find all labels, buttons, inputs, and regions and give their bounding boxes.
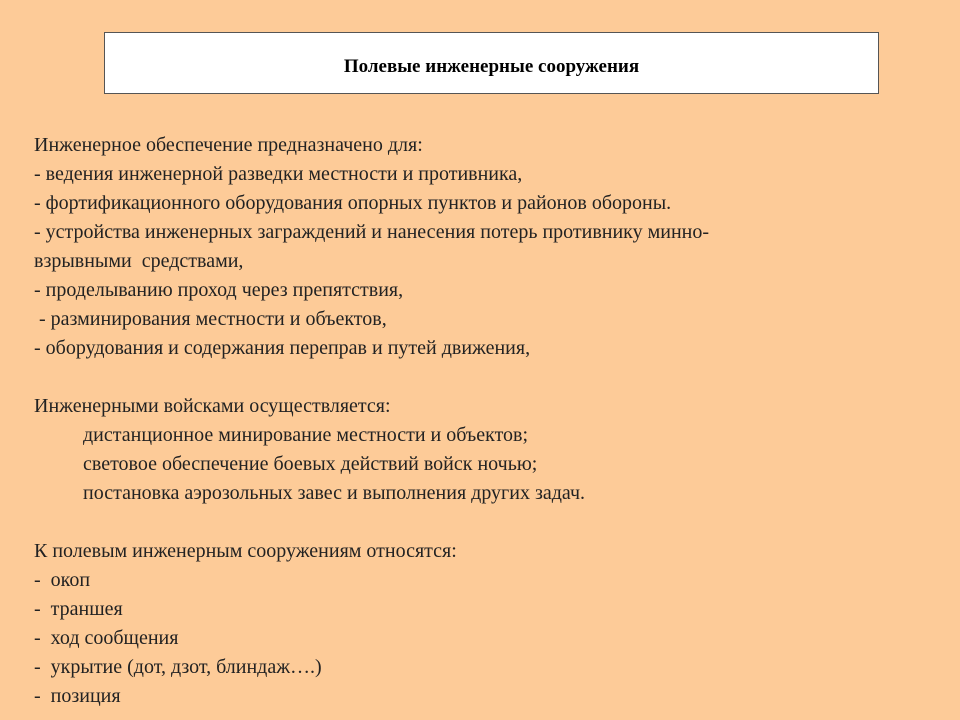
spacer	[34, 363, 934, 392]
list-item: - окоп	[34, 569, 91, 591]
list-item: - разминирования местности и объектов,	[34, 308, 387, 330]
list-item: - ведения инженерной разведки местности и противника,	[34, 163, 523, 185]
slide-title-box	[104, 32, 879, 94]
list-item: дистанционное минирование местности и объектов;	[83, 424, 529, 446]
list-item: - укрытие (дот, дзот, блиндаж….)	[34, 656, 322, 678]
list-item: - траншея	[34, 598, 123, 620]
section-heading-engineering-support: Инженерное обеспечение предназначено для:	[34, 134, 423, 156]
list-item: - оборудования и содержания переправ и путей движения,	[34, 337, 531, 359]
list-item: - фортификационного оборудования опорных пунктов и районов обороны.	[34, 192, 672, 214]
slide-title: Полевые инженерные сооружения	[343, 56, 640, 77]
slide-content	[34, 131, 934, 711]
list-item: - позиция	[34, 685, 121, 707]
list-item: световое обеспечение боевых действий войск ночью;	[83, 453, 538, 475]
list-item: - ход сообщения	[34, 627, 179, 649]
section-heading-field-structures: К полевым инженерным сооружениям относятся:	[34, 540, 457, 562]
spacer	[34, 508, 934, 537]
list-item: постановка аэрозольных завес и выполнения других задач.	[83, 482, 586, 504]
list-item: - устройства инженерных заграждений и нанесения потерь противнику минно-	[34, 221, 710, 243]
section-heading-engineering-troops: Инженерными войсками осуществляется:	[34, 395, 391, 417]
list-item: - проделыванию проход через препятствия,	[34, 279, 404, 301]
list-item: взрывными средствами,	[34, 250, 244, 272]
